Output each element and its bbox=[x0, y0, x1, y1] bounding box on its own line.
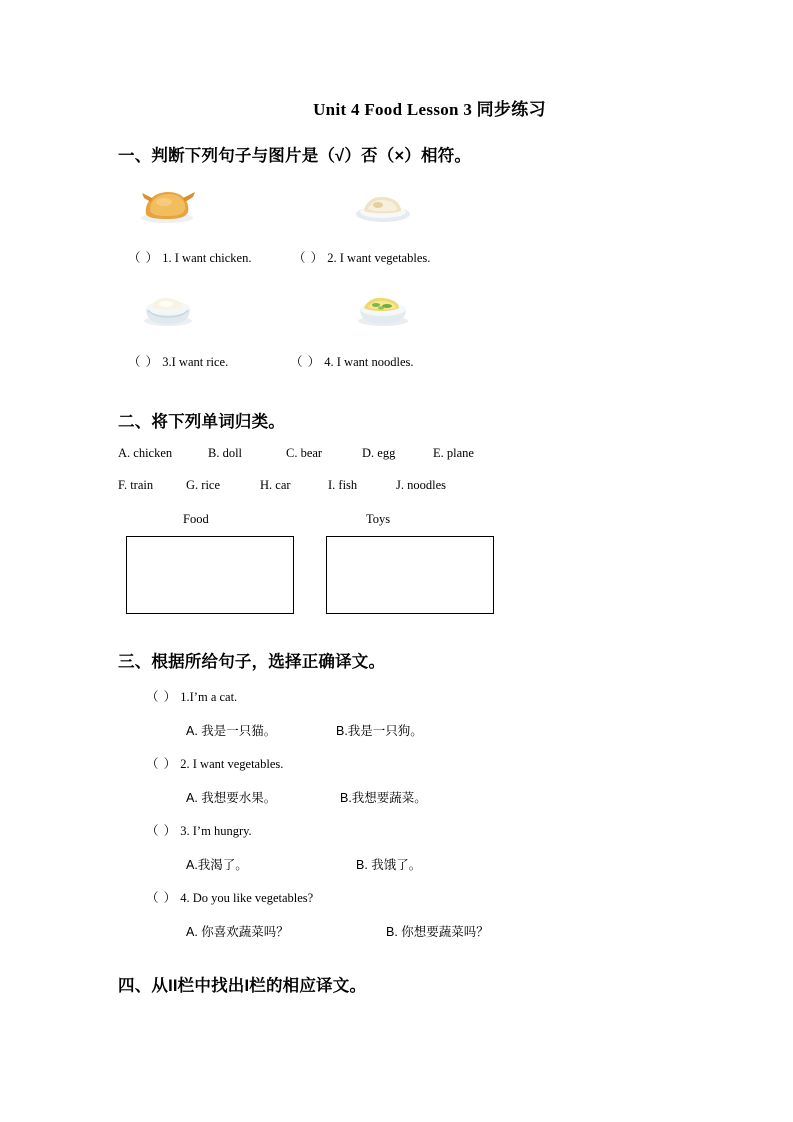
question-2-options bbox=[118, 788, 713, 806]
question-1-text: 1.I’m a cat. bbox=[180, 690, 238, 704]
question-3-options bbox=[118, 855, 713, 873]
q4-option-b[interactable]: B. 你想要蔬菜吗？ bbox=[386, 925, 489, 939]
word-option-j: J. noodles bbox=[396, 478, 446, 492]
word-option-a: A. chicken bbox=[118, 446, 173, 460]
question-2-text: 2. I want vegetables. bbox=[180, 757, 284, 771]
category-label-toys: Toys bbox=[366, 512, 391, 526]
word-option-b: B. doll bbox=[208, 446, 243, 460]
section-2-heading: 二、将下列单词归类。 bbox=[118, 413, 285, 431]
question-3 bbox=[118, 821, 713, 839]
statement-2-text: 2. I want vegetables. bbox=[327, 251, 431, 265]
category-boxes bbox=[118, 536, 713, 618]
word-option-d: D. egg bbox=[362, 446, 396, 460]
roast-chicken-image bbox=[136, 184, 198, 231]
statement-1-text: 1. I want chicken. bbox=[162, 251, 252, 265]
answer-bracket-3[interactable]: （ ） bbox=[128, 355, 160, 369]
question-4-options bbox=[118, 922, 713, 940]
question-1 bbox=[118, 687, 713, 705]
word-bank-row-1 bbox=[118, 446, 713, 464]
statement-4 bbox=[290, 352, 414, 370]
word-option-e: E. plane bbox=[433, 446, 474, 460]
answer-bracket-q1[interactable]: （ ） bbox=[146, 690, 178, 704]
section-4-heading: 四、从II栏中找出I栏的相应译文。 bbox=[118, 977, 367, 995]
sentence-row-2 bbox=[118, 352, 713, 374]
word-option-c: C. bear bbox=[286, 446, 323, 460]
statement-3-text: 3.I want rice. bbox=[162, 355, 229, 369]
category-label-food: Food bbox=[183, 512, 209, 526]
word-option-i: I. fish bbox=[328, 478, 358, 492]
q1-option-b[interactable]: B.我是一只狗。 bbox=[336, 724, 423, 738]
answer-bracket-2[interactable]: （ ） bbox=[293, 251, 325, 265]
question-3-text: 3. I’m hungry. bbox=[180, 824, 252, 838]
answer-bracket-4[interactable]: （ ） bbox=[290, 355, 322, 369]
section-1-heading: 一、判断下列句子与图片是（√）否（×）相符。 bbox=[118, 147, 472, 165]
answer-bracket-q2[interactable]: （ ） bbox=[146, 757, 178, 771]
q4-option-a[interactable]: A. 你喜欢蔬菜吗？ bbox=[186, 925, 289, 939]
statement-3 bbox=[128, 352, 228, 370]
word-option-g: G. rice bbox=[186, 478, 221, 492]
rice-bowl-image bbox=[140, 288, 196, 335]
answer-box-food[interactable] bbox=[126, 536, 294, 614]
category-labels bbox=[118, 512, 713, 532]
word-option-h: H. car bbox=[260, 478, 291, 492]
question-4 bbox=[118, 888, 713, 906]
picture-row-1 bbox=[118, 184, 713, 242]
word-option-f: F. train bbox=[118, 478, 154, 492]
statement-1 bbox=[128, 248, 251, 266]
statement-4-text: 4. I want noodles. bbox=[324, 355, 414, 369]
picture-row-2 bbox=[118, 288, 713, 346]
sentence-row-1 bbox=[118, 248, 713, 270]
question-1-options bbox=[118, 721, 713, 739]
page-title: Unit 4 Food Lesson 3 同步练习 bbox=[313, 100, 546, 119]
noodles-bowl-image bbox=[354, 288, 412, 335]
answer-bracket-1[interactable]: （ ） bbox=[128, 251, 160, 265]
q2-option-b[interactable]: B.我想要蔬菜。 bbox=[340, 791, 427, 805]
section-3-heading: 三、根据所给句子，选择正确译文。 bbox=[118, 653, 386, 671]
question-2 bbox=[118, 754, 713, 772]
q3-option-b[interactable]: B. 我饿了。 bbox=[356, 858, 422, 872]
vegetables-plate-image bbox=[354, 184, 412, 231]
answer-bracket-q3[interactable]: （ ） bbox=[146, 824, 178, 838]
answer-box-toys[interactable] bbox=[326, 536, 494, 614]
q2-option-a[interactable]: A. 我想要水果。 bbox=[186, 791, 277, 805]
question-4-text: 4. Do you like vegetables? bbox=[180, 891, 314, 905]
q1-option-a[interactable]: A. 我是一只猫。 bbox=[186, 724, 277, 738]
answer-bracket-q4[interactable]: （ ） bbox=[146, 891, 178, 905]
q3-option-a[interactable]: A.我渴了。 bbox=[186, 858, 248, 872]
word-bank-row-2 bbox=[118, 478, 713, 496]
statement-2 bbox=[293, 248, 430, 266]
